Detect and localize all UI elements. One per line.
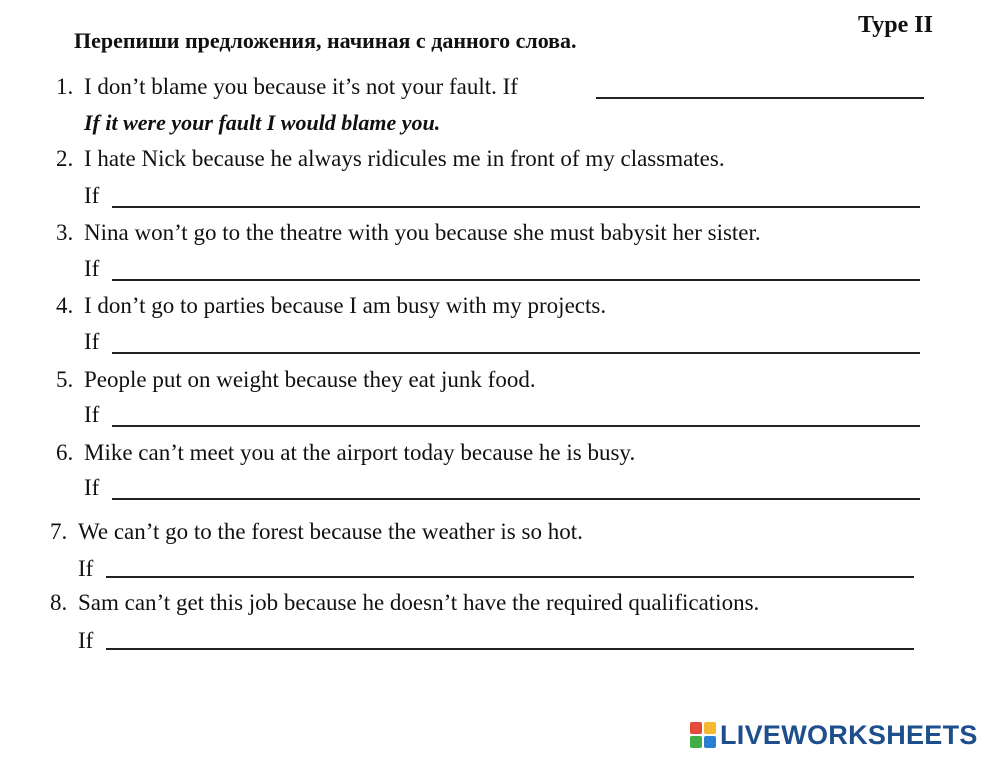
- item-number: 2.: [56, 146, 74, 171]
- item-sentence: We can’t go to the forest because the weather is so hot.: [78, 519, 583, 544]
- if-label-5: If: [84, 402, 100, 427]
- if-label-4: If: [84, 329, 100, 354]
- if-label-3: If: [84, 256, 100, 281]
- item-number: 8.: [50, 590, 68, 615]
- exercise-item-2: [56, 145, 725, 173]
- answer-blank-7[interactable]: [106, 576, 914, 578]
- answer-blank-8[interactable]: [106, 648, 914, 650]
- logo-text: LIVEWORKSHEETS: [720, 719, 978, 750]
- item-number: 5.: [56, 367, 74, 392]
- worksheet-title: Перепиши предложения, начиная с данного слова.: [74, 28, 577, 53]
- item-sentence: Sam can’t get this job because he doesn’t have the required qualifications.: [78, 590, 760, 615]
- item-sentence: I hate Nick because he always ridicules me in front of my classmates.: [84, 146, 725, 171]
- type-label: Type II: [858, 12, 933, 38]
- liveworksheets-logo: [690, 718, 978, 752]
- exercise-item-7: [50, 518, 583, 546]
- item-number: 6.: [56, 440, 74, 465]
- exercise-item-6: [56, 439, 635, 467]
- answer-blank-5[interactable]: [112, 425, 920, 427]
- exercise-item-3: [56, 219, 761, 247]
- exercise-item-8: [50, 589, 759, 617]
- item-sentence: Nina won’t go to the theatre with you because she must babysit her sister.: [84, 220, 761, 245]
- answer-blank-1[interactable]: [596, 97, 924, 99]
- exercise-item-1: [56, 73, 518, 101]
- if-label-8: If: [78, 628, 94, 653]
- answer-blank-6[interactable]: [112, 498, 920, 500]
- if-label-2: If: [84, 183, 100, 208]
- item-number: 3.: [56, 220, 74, 245]
- exercise-item-4: [56, 292, 606, 320]
- sample-answer-1: If it were your fault I would blame you.: [84, 110, 441, 135]
- item-number: 7.: [50, 519, 68, 544]
- if-label-7: If: [78, 556, 94, 581]
- exercise-item-5: [56, 366, 536, 394]
- if-label-6: If: [84, 475, 100, 500]
- item-number: 1.: [56, 74, 74, 99]
- answer-blank-4[interactable]: [112, 352, 920, 354]
- item-sentence: I don’t go to parties because I am busy with my projects.: [84, 293, 607, 318]
- item-sentence: I don’t blame you because it’s not your fault. If: [84, 74, 518, 99]
- item-sentence: People put on weight because they eat junk food.: [84, 367, 536, 392]
- answer-blank-3[interactable]: [112, 279, 920, 281]
- liveworksheets-logo-icon: [690, 722, 716, 748]
- item-number: 4.: [56, 293, 74, 318]
- answer-blank-2[interactable]: [112, 206, 920, 208]
- item-sentence: Mike can’t meet you at the airport today because he is busy.: [84, 440, 636, 465]
